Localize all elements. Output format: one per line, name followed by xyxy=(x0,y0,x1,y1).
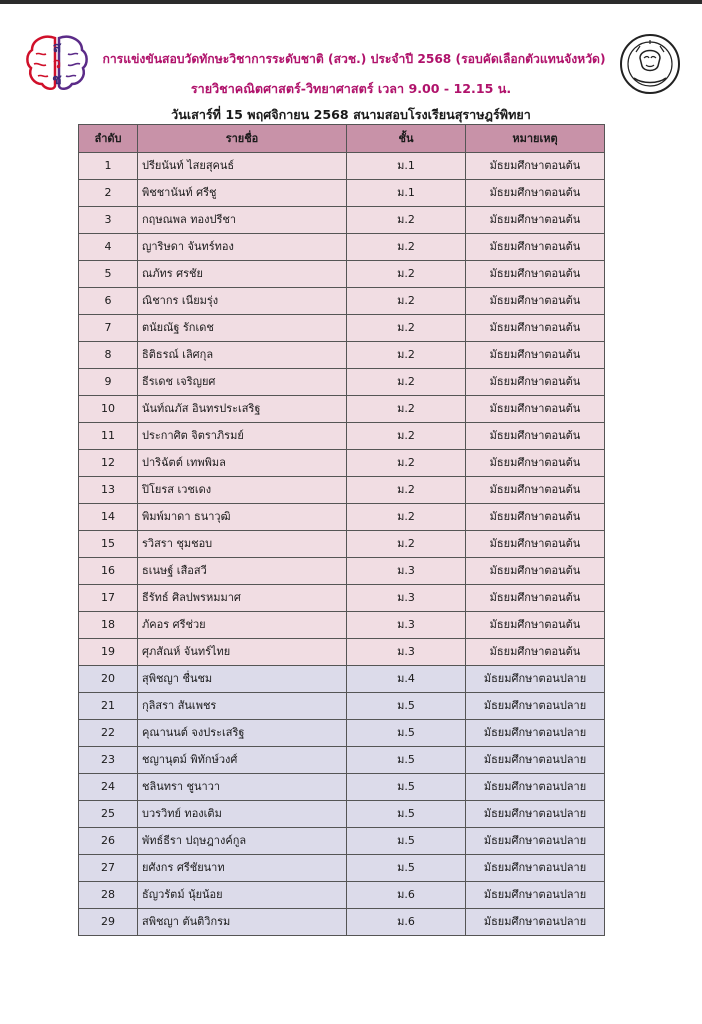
row-note-cell: มัธยมศึกษาตอนต้น xyxy=(466,396,605,423)
table-row xyxy=(79,153,605,180)
row-grade-cell: ม.3 xyxy=(347,585,466,612)
row-name-cell: คุณานนต์ จงประเสริฐ xyxy=(138,720,347,747)
row-number-cell: 2 xyxy=(79,180,138,207)
row-note-cell: มัธยมศึกษาตอนต้น xyxy=(466,612,605,639)
row-note-cell: มัธยมศึกษาตอนปลาย xyxy=(466,801,605,828)
table-row xyxy=(79,585,605,612)
row-name-cell: ธเนษฐ์ เสือสวี xyxy=(138,558,347,585)
row-name-cell: กฤษณพล ทองปรีชา xyxy=(138,207,347,234)
row-number-cell: 17 xyxy=(79,585,138,612)
row-name-cell: กุลิสรา สันเพชร xyxy=(138,693,347,720)
table-row xyxy=(79,261,605,288)
row-note-cell: มัธยมศึกษาตอนต้น xyxy=(466,261,605,288)
table-row xyxy=(79,909,605,936)
row-name-cell: ชลินทรา ชูนาวา xyxy=(138,774,347,801)
row-note-cell: มัธยมศึกษาตอนต้น xyxy=(466,153,605,180)
table-row xyxy=(79,342,605,369)
row-number-cell: 26 xyxy=(79,828,138,855)
row-note-cell: มัธยมศึกษาตอนต้น xyxy=(466,315,605,342)
title-line-2: รายวิชาคณิตศาสตร์-วิทยาศาสตร์ เวลา 9.00 - 12.15 น. xyxy=(190,81,512,96)
table-row xyxy=(79,450,605,477)
row-note-cell: มัธยมศึกษาตอนต้น xyxy=(466,423,605,450)
row-grade-cell: ม.2 xyxy=(347,261,466,288)
title-line-3: วันเสาร์ที่ 15 พฤศจิกายน 2568 สนามสอบโรงเรียนสุราษฎร์พิทยา xyxy=(171,107,531,122)
row-number-cell: 22 xyxy=(79,720,138,747)
row-note-cell: มัธยมศึกษาตอนปลาย xyxy=(466,693,605,720)
column-header-grade: ชั้น xyxy=(347,125,466,153)
row-name-cell: ประกาศิต จิตราภิรมย์ xyxy=(138,423,347,450)
table-row xyxy=(79,288,605,315)
document-header xyxy=(0,28,702,120)
row-grade-cell: ม.4 xyxy=(347,666,466,693)
row-grade-cell: ม.2 xyxy=(347,531,466,558)
table-row xyxy=(79,531,605,558)
row-number-cell: 20 xyxy=(79,666,138,693)
row-note-cell: มัธยมศึกษาตอนต้น xyxy=(466,342,605,369)
row-name-cell: ปาริฉัตต์ เทพพิมล xyxy=(138,450,347,477)
title-line-1: การแข่งขันสอบวัดทักษะวิชาการระดับชาติ (สวช.) ประจำปี 2568 (รอบคัดเลือกตัวแทนจังหวัด) xyxy=(102,52,606,66)
row-name-cell: สพิชญา ตันติวิกรม xyxy=(138,909,347,936)
row-name-cell: ญาริษดา จันทร์ทอง xyxy=(138,234,347,261)
table-row xyxy=(79,828,605,855)
table-row xyxy=(79,801,605,828)
table-row xyxy=(79,612,605,639)
table-row xyxy=(79,207,605,234)
row-note-cell: มัธยมศึกษาตอนต้น xyxy=(466,369,605,396)
row-number-cell: 16 xyxy=(79,558,138,585)
row-grade-cell: ม.2 xyxy=(347,234,466,261)
row-note-cell: มัธยมศึกษาตอนต้น xyxy=(466,477,605,504)
table-row xyxy=(79,882,605,909)
row-name-cell: ธัญวรัตม์ นุ้ยน้อย xyxy=(138,882,347,909)
row-note-cell: มัธยมศึกษาตอนต้น xyxy=(466,180,605,207)
table-row xyxy=(79,180,605,207)
row-grade-cell: ม.2 xyxy=(347,423,466,450)
row-note-cell: มัธยมศึกษาตอนปลาย xyxy=(466,882,605,909)
row-note-cell: มัธยมศึกษาตอนปลาย xyxy=(466,855,605,882)
row-number-cell: 27 xyxy=(79,855,138,882)
row-number-cell: 7 xyxy=(79,315,138,342)
row-number-cell: 9 xyxy=(79,369,138,396)
row-name-cell: ภัคอร ศรีช่วย xyxy=(138,612,347,639)
row-name-cell: ยศังกร ศรีชัยนาท xyxy=(138,855,347,882)
row-number-cell: 11 xyxy=(79,423,138,450)
row-name-cell: ธิติธรณ์ เลิศกุล xyxy=(138,342,347,369)
row-name-cell: พัทธ์ธีรา ปฤษฎางค์กูล xyxy=(138,828,347,855)
row-grade-cell: ม.3 xyxy=(347,612,466,639)
table-row xyxy=(79,477,605,504)
row-grade-cell: ม.5 xyxy=(347,855,466,882)
row-number-cell: 15 xyxy=(79,531,138,558)
row-number-cell: 3 xyxy=(79,207,138,234)
row-note-cell: มัธยมศึกษาตอนต้น xyxy=(466,207,605,234)
row-name-cell: พิมพ์มาดา ธนาวุฒิ xyxy=(138,504,347,531)
row-grade-cell: ม.5 xyxy=(347,720,466,747)
row-grade-cell: ม.2 xyxy=(347,369,466,396)
column-header-number: ลำดับ xyxy=(79,125,138,153)
row-note-cell: มัธยมศึกษาตอนปลาย xyxy=(466,909,605,936)
row-number-cell: 29 xyxy=(79,909,138,936)
row-name-cell: ชญานุตม์ พิทักษ์วงศ์ xyxy=(138,747,347,774)
row-grade-cell: ม.5 xyxy=(347,828,466,855)
row-name-cell: ธีรเดช เจริญยศ xyxy=(138,369,347,396)
row-grade-cell: ม.2 xyxy=(347,207,466,234)
row-name-cell: ศุภสัณห์ จันทร์ไทย xyxy=(138,639,347,666)
row-note-cell: มัธยมศึกษาตอนต้น xyxy=(466,504,605,531)
top-edge-bar xyxy=(0,0,702,4)
row-grade-cell: ม.2 xyxy=(347,288,466,315)
row-name-cell: สุพิชญา ชื่นชม xyxy=(138,666,347,693)
row-number-cell: 19 xyxy=(79,639,138,666)
table-row xyxy=(79,720,605,747)
row-grade-cell: ม.2 xyxy=(347,396,466,423)
row-name-cell: ปรียนันท์ ไสยสุคนธ์ xyxy=(138,153,347,180)
row-number-cell: 23 xyxy=(79,747,138,774)
table-row xyxy=(79,774,605,801)
row-grade-cell: ม.2 xyxy=(347,315,466,342)
row-number-cell: 13 xyxy=(79,477,138,504)
row-note-cell: มัธยมศึกษาตอนต้น xyxy=(466,531,605,558)
row-note-cell: มัธยมศึกษาตอนปลาย xyxy=(466,828,605,855)
row-grade-cell: ม.3 xyxy=(347,558,466,585)
table-row xyxy=(79,369,605,396)
table-row xyxy=(79,234,605,261)
roster-table xyxy=(78,124,605,936)
row-grade-cell: ม.1 xyxy=(347,180,466,207)
table-row xyxy=(79,666,605,693)
row-grade-cell: ม.6 xyxy=(347,909,466,936)
table-row xyxy=(79,423,605,450)
table-row xyxy=(79,558,605,585)
row-name-cell: ปิโยรส เวชเดง xyxy=(138,477,347,504)
logo-letter-1: ส xyxy=(52,40,62,56)
row-grade-cell: ม.2 xyxy=(347,450,466,477)
row-name-cell: นันท์ณภัส อินทรประเสริฐ xyxy=(138,396,347,423)
table-row xyxy=(79,396,605,423)
table-row xyxy=(79,504,605,531)
table-row xyxy=(79,693,605,720)
row-grade-cell: ม.5 xyxy=(347,774,466,801)
row-grade-cell: ม.2 xyxy=(347,477,466,504)
row-number-cell: 12 xyxy=(79,450,138,477)
row-name-cell: พิชชานันท์ ศรีชู xyxy=(138,180,347,207)
row-note-cell: มัธยมศึกษาตอนต้น xyxy=(466,585,605,612)
row-note-cell: มัธยมศึกษาตอนปลาย xyxy=(466,720,605,747)
row-grade-cell: ม.5 xyxy=(347,747,466,774)
row-grade-cell: ม.5 xyxy=(347,693,466,720)
row-number-cell: 14 xyxy=(79,504,138,531)
row-grade-cell: ม.5 xyxy=(347,801,466,828)
table-header-row xyxy=(79,125,605,153)
row-note-cell: มัธยมศึกษาตอนต้น xyxy=(466,450,605,477)
row-note-cell: มัธยมศึกษาตอนต้น xyxy=(466,639,605,666)
row-note-cell: มัธยมศึกษาตอนปลาย xyxy=(466,747,605,774)
logo-letter-2: ว xyxy=(53,56,61,72)
row-number-cell: 10 xyxy=(79,396,138,423)
row-note-cell: มัธยมศึกษาตอนปลาย xyxy=(466,774,605,801)
row-number-cell: 5 xyxy=(79,261,138,288)
row-number-cell: 8 xyxy=(79,342,138,369)
table-row xyxy=(79,747,605,774)
row-grade-cell: ม.2 xyxy=(347,342,466,369)
column-header-name: รายชื่อ xyxy=(138,125,347,153)
column-header-note: หมายเหตุ xyxy=(466,125,605,153)
row-note-cell: มัธยมศึกษาตอนปลาย xyxy=(466,666,605,693)
table-row xyxy=(79,855,605,882)
school-emblem-icon xyxy=(618,32,682,96)
row-note-cell: มัธยมศึกษาตอนต้น xyxy=(466,558,605,585)
row-name-cell: บวรวิทย์ ทองเติม xyxy=(138,801,347,828)
row-number-cell: 21 xyxy=(79,693,138,720)
row-grade-cell: ม.3 xyxy=(347,639,466,666)
row-note-cell: มัธยมศึกษาตอนต้น xyxy=(466,234,605,261)
row-number-cell: 6 xyxy=(79,288,138,315)
row-name-cell: ณภัทร ศรชัย xyxy=(138,261,347,288)
row-grade-cell: ม.6 xyxy=(347,882,466,909)
row-number-cell: 1 xyxy=(79,153,138,180)
row-name-cell: ตนัยณัฐ รักเดช xyxy=(138,315,347,342)
row-number-cell: 24 xyxy=(79,774,138,801)
table-body xyxy=(79,153,605,936)
row-grade-cell: ม.2 xyxy=(347,504,466,531)
row-grade-cell: ม.1 xyxy=(347,153,466,180)
row-number-cell: 28 xyxy=(79,882,138,909)
row-note-cell: มัธยมศึกษาตอนต้น xyxy=(466,288,605,315)
row-name-cell: ธีรัทธ์ ศิลปพรหมมาศ xyxy=(138,585,347,612)
logo-letter-3: ช xyxy=(52,72,62,88)
row-name-cell: รวิสรา ชุมชอบ xyxy=(138,531,347,558)
row-number-cell: 25 xyxy=(79,801,138,828)
table-row xyxy=(79,315,605,342)
row-number-cell: 4 xyxy=(79,234,138,261)
table-row xyxy=(79,639,605,666)
row-name-cell: ณิชากร เนียมรุ่ง xyxy=(138,288,347,315)
row-number-cell: 18 xyxy=(79,612,138,639)
